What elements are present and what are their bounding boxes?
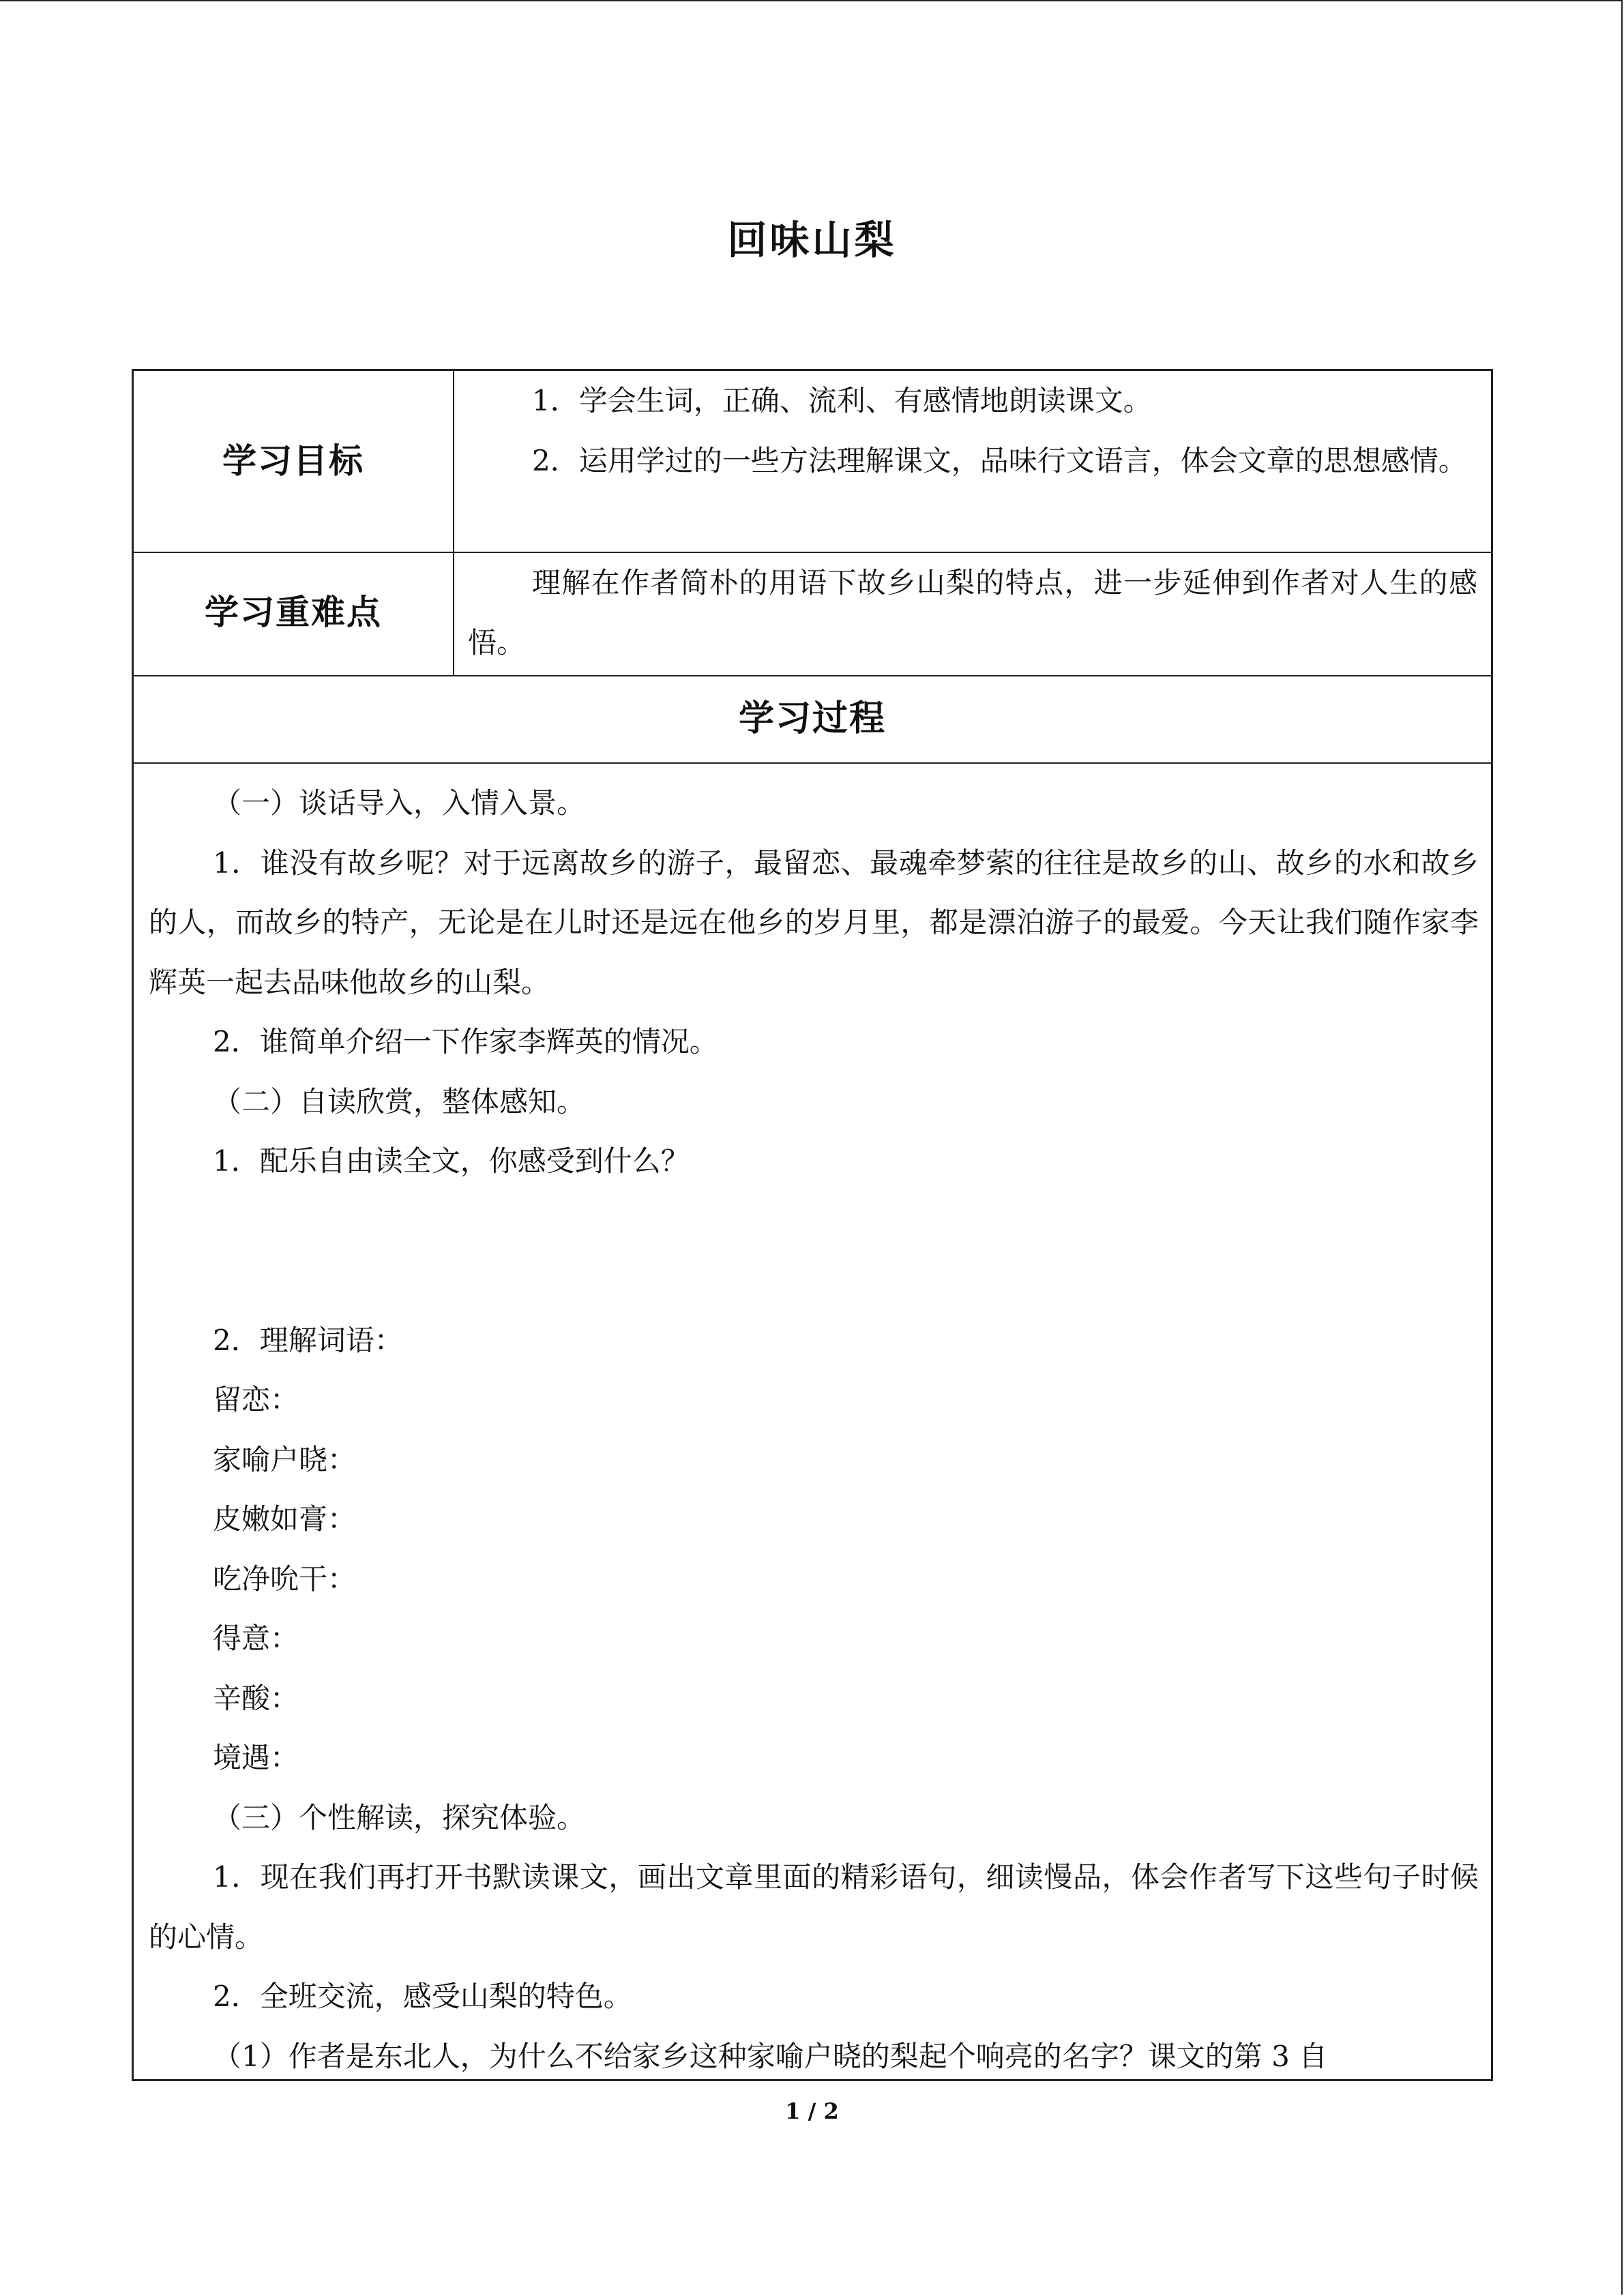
lesson-plan-table (132, 369, 1493, 2081)
vocab-item: 家喻户晓： (213, 1442, 357, 1476)
key-points-content (468, 553, 1477, 673)
vocab-item: 境遇： (213, 1741, 299, 1774)
process-paragraph: 2．理解词语： (213, 1323, 403, 1357)
process-heading: 学习过程 (738, 698, 886, 739)
vocab-item: 吃净吮干： (213, 1562, 357, 1596)
objective-item: 1．学会生词，正确、流利、有感情地朗读课文。 (532, 384, 1152, 417)
key-point-item: 理解在作者简朴的用语下故乡山梨的特点，进一步延伸到作者对人生的感悟。 (468, 566, 1477, 659)
row-label-key-points: 学习重难点 (205, 593, 382, 632)
column-divider (453, 371, 454, 675)
process-paragraph: 2．谁简单介绍一下作家李辉英的情况。 (213, 1025, 718, 1058)
process-paragraph: （1）作者是东北人，为什么不给家乡这种家喻户晓的梨起个响亮的名字？课文的第 3 自 (213, 2039, 1328, 2073)
process-paragraph: 1．现在我们再打开书默读课文，画出文章里面的精彩语句，细读慢品，体会作者写下这些句子时候的心情。 (149, 1860, 1479, 1954)
process-paragraph: （一）谈话导入，入情入景。 (213, 786, 586, 820)
row-label-objectives: 学习目标 (222, 441, 364, 481)
process-paragraph: （三）个性解读，探究体验。 (213, 1800, 586, 1834)
objectives-content (468, 371, 1477, 491)
vocab-item: 留恋： (213, 1383, 299, 1416)
process-paragraph: （二）自读欣赏，整体感知。 (213, 1084, 586, 1118)
objective-item: 2．运用学过的一些方法理解课文，品味行文语言，体会文章的思想感情。 (532, 444, 1467, 477)
process-paragraph: 1．谁没有故乡呢？对于远离故乡的游子，最留恋、最魂牵梦萦的往往是故乡的山、故乡的水和故乡的人，而故乡的特产，无论是在儿时还是远在他乡的岁月里，都是漂泊游子的最爱。今天让我们随作家李辉英一起去品味他故乡的山梨。 (149, 846, 1479, 999)
document-title: 回味山梨 (727, 217, 897, 263)
vocab-item: 皮嫩如膏： (213, 1502, 357, 1536)
process-content (149, 773, 1479, 2086)
process-paragraph: 2．全班交流，感受山梨的特色。 (213, 1980, 632, 2013)
page-number: 1 / 2 (785, 2098, 839, 2124)
vocab-item: 辛酸： (213, 1681, 299, 1715)
row-divider (134, 762, 1491, 764)
process-paragraph: 1．配乐自由读全文，你感受到什么？ (213, 1144, 690, 1178)
vocab-item: 得意： (213, 1622, 299, 1655)
